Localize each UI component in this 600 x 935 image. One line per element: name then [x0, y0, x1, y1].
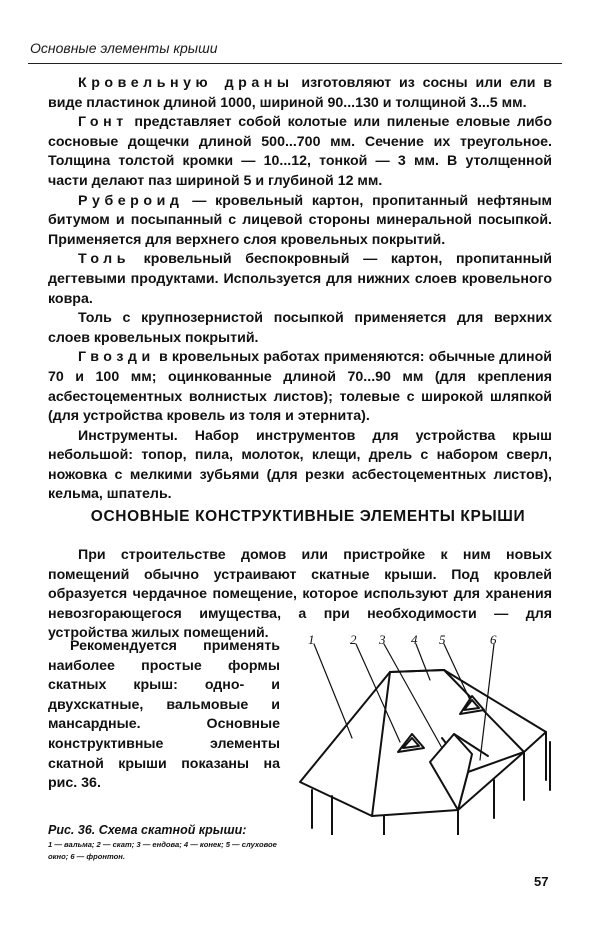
leader-1	[314, 644, 352, 738]
leader-2	[356, 644, 400, 742]
hip-edge-left	[372, 672, 390, 816]
text-gont: представляет собой колотые или пиленые еловые либо сосновые дощечки длиной 500...700 мм. Сечение их треугольное. Толщина толстой кромки — 10...12, тонкой — 3 мм. В утолщенной части делают паз шириной 5 и глубиной 12 мм.	[48, 114, 552, 189]
paragraph-drane	[48, 74, 552, 113]
caption-legend: 1 — вальма; 2 — скат; 3 — ендова; 4 — конек; 5 — слуховое окно; 6 — фронтон.	[48, 840, 277, 861]
term-ruberoid: Рубероид	[78, 192, 184, 209]
text-ruberoid: — кровельный картон, пропитанный нефтяным битумом и посыпанный с лицевой стороны минеральной посыпкой. Применяется для верхнего слоя кровельных покрытий.	[48, 192, 552, 248]
roof-diagram	[292, 630, 574, 835]
dormer-window-1	[398, 734, 424, 752]
term-instruments: Инструменты.	[78, 427, 178, 444]
roof-diagram-svg	[292, 630, 574, 835]
leader-4	[416, 644, 430, 680]
recommend-column	[48, 637, 280, 794]
text-tol: кровельный беспокровный — картон, пропитанный дегтевыми продуктами. Используется для нижних слоев кровельного ковра.	[48, 251, 552, 307]
label-2: 2	[350, 632, 357, 647]
running-head: Основные элементы крыши	[30, 40, 218, 56]
text-instruments: Набор инструментов для устройства крыш небольшой: топор, пила, молоток, клещи, дрель с набором сверл, ножовка с мелкими зубьями (для резки асбестоцементных листов), кельма, шпатель.	[48, 427, 552, 503]
paragraph-tol	[48, 250, 552, 309]
label-3: 3	[379, 632, 386, 647]
label-5: 5	[439, 632, 446, 647]
figure-caption	[48, 822, 294, 863]
leader-3	[384, 644, 442, 748]
text-drane: изготовляют из сосны или ели в виде пластинок длиной 1000, шириной 90...130 и толщиной 3...5 мм.	[48, 75, 552, 111]
recommend-text: Рекомендуется применять наиболее простые формы скатных крыш: одно- и двухскатные, вальмовые и мансардные. Основные конструктивные элементы скатной крыши показаны на рис. 36.	[48, 638, 280, 792]
paragraph-tol-coarse: Толь с крупнозернистой посыпкой применяется для верхних слоев кровельных покрытий.	[48, 310, 552, 346]
term-gont: Гонт	[78, 114, 128, 131]
caption-title: Рис. 36. Схема скатной крыши:	[48, 823, 247, 837]
term-drane: Кровельную драны	[78, 75, 294, 91]
leader-6	[480, 644, 494, 760]
paragraph-gvozdi	[48, 348, 552, 426]
label-1: 1	[308, 632, 315, 647]
label-6: 6	[490, 632, 497, 647]
paragraph-gont	[48, 113, 552, 191]
dormer-window-2	[460, 696, 484, 714]
roof-outline	[300, 670, 546, 816]
paragraph-instruments	[48, 427, 552, 505]
term-tol: Толь	[78, 251, 130, 268]
header-rule	[28, 63, 562, 64]
materials-text	[48, 74, 552, 505]
page-number: 57	[534, 874, 549, 889]
section-title: ОСНОВНЫЕ КОНСТРУКТИВНЫЕ ЭЛЕМЕНТЫ КРЫШИ	[90, 508, 526, 525]
text-gvozdi: в кровельных работах применяются: обычные длиной 70 и 100 мм; оцинкованные длиной 70...90 мм (для крепления асбестоцементных волнистых листов); толевые с широкой шляпкой (для устройства кровель из толя и этернита).	[48, 349, 552, 425]
label-4: 4	[411, 632, 418, 647]
section-intro-text: При строительстве домов или пристройке к ним новых помещений обычно устраивают скатные крыши. Под кровлей образуется чердачное помещение, которое используют для хранения невозгорающегося имущества, а при необходимости — для устройства жилых помещений.	[48, 547, 552, 642]
gable-pediment	[430, 734, 472, 810]
paragraph-ruberoid	[48, 192, 552, 251]
term-gvozdi: Гвозди	[78, 349, 155, 366]
